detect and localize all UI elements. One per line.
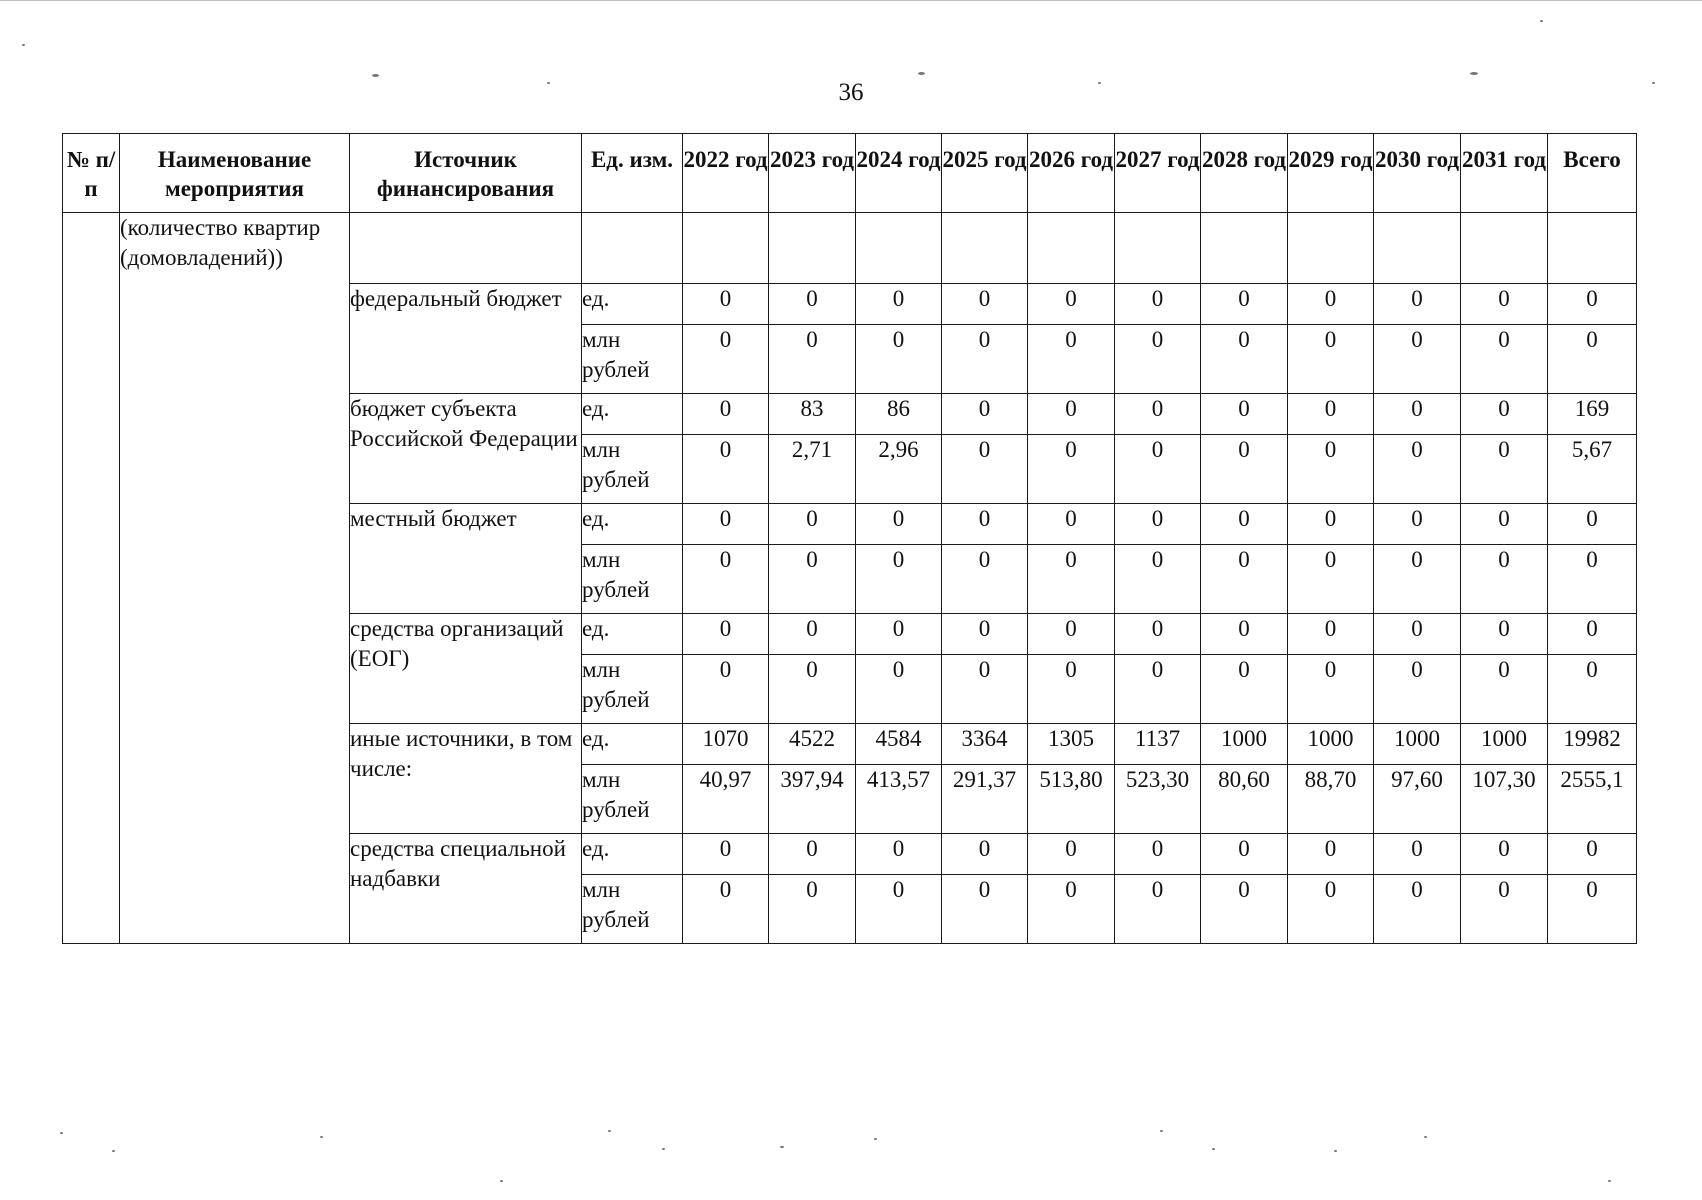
total-cell: 0 [1548, 875, 1637, 944]
value-cell: 0 [683, 504, 769, 545]
header-num: № п/п [63, 134, 120, 213]
value-cell: 0 [1201, 325, 1288, 394]
value-cell: 1000 [1461, 724, 1548, 765]
unit-cell: млн рублей [582, 875, 683, 944]
value-cell: 0 [856, 834, 942, 875]
scan-edge-line [0, 0, 1702, 1]
value-cell: 0 [1461, 834, 1548, 875]
value-cell: 0 [683, 834, 769, 875]
table-cell [582, 213, 683, 284]
table-row [63, 213, 1637, 284]
total-cell: 5,67 [1548, 435, 1637, 504]
value-cell: 0 [769, 284, 856, 325]
value-cell: 0 [942, 435, 1028, 504]
value-cell: 0 [1201, 435, 1288, 504]
value-cell: 0 [1288, 325, 1374, 394]
value-cell: 0 [1028, 875, 1115, 944]
value-cell: 0 [1115, 284, 1201, 325]
value-cell: 0 [1028, 394, 1115, 435]
value-cell: 0 [1461, 435, 1548, 504]
value-cell: 0 [1461, 284, 1548, 325]
value-cell: 0 [1201, 875, 1288, 944]
value-cell: 4522 [769, 724, 856, 765]
scan-speck [1334, 1150, 1337, 1152]
value-cell: 0 [856, 504, 942, 545]
value-cell: 0 [769, 325, 856, 394]
value-cell: 0 [1288, 504, 1374, 545]
value-cell: 0 [769, 655, 856, 724]
scan-speck [1608, 1180, 1611, 1182]
scan-speck [1424, 1136, 1427, 1138]
header-year: 2025 год [942, 134, 1028, 213]
value-cell: 80,60 [1201, 765, 1288, 834]
value-cell: 0 [769, 875, 856, 944]
value-cell: 0 [769, 545, 856, 614]
value-cell: 0 [856, 875, 942, 944]
value-cell: 2,71 [769, 435, 856, 504]
value-cell: 1305 [1028, 724, 1115, 765]
value-cell: 107,30 [1461, 765, 1548, 834]
scan-speck [112, 1150, 115, 1152]
value-cell: 0 [1115, 325, 1201, 394]
table-cell [1461, 213, 1548, 284]
table-cell [769, 213, 856, 284]
value-cell: 0 [942, 655, 1028, 724]
table-cell [942, 213, 1028, 284]
value-cell: 0 [683, 545, 769, 614]
value-cell: 0 [1115, 614, 1201, 655]
value-cell: 0 [683, 875, 769, 944]
scan-speck [608, 1130, 611, 1132]
scan-speck [1212, 1148, 1215, 1150]
value-cell: 0 [1201, 655, 1288, 724]
total-cell: 0 [1548, 545, 1637, 614]
header-year: 2030 год [1374, 134, 1461, 213]
value-cell: 86 [856, 394, 942, 435]
value-cell: 0 [1028, 655, 1115, 724]
value-cell: 0 [1201, 504, 1288, 545]
value-cell: 0 [1374, 614, 1461, 655]
value-cell: 1070 [683, 724, 769, 765]
header-year: 2022 год [683, 134, 769, 213]
unit-cell: млн рублей [582, 655, 683, 724]
value-cell: 1000 [1374, 724, 1461, 765]
table-cell [1548, 213, 1637, 284]
value-cell: 0 [683, 284, 769, 325]
value-cell: 0 [1288, 545, 1374, 614]
header-year: 2026 год [1028, 134, 1115, 213]
value-cell: 0 [1115, 435, 1201, 504]
value-cell: 0 [1201, 284, 1288, 325]
value-cell: 397,94 [769, 765, 856, 834]
scan-speck [1540, 20, 1543, 22]
value-cell: 2,96 [856, 435, 942, 504]
unit-cell: ед. [582, 504, 683, 545]
value-cell: 0 [769, 834, 856, 875]
value-cell: 0 [1461, 325, 1548, 394]
value-cell: 0 [1374, 834, 1461, 875]
value-cell: 0 [856, 655, 942, 724]
value-cell: 0 [1374, 875, 1461, 944]
value-cell: 0 [1028, 435, 1115, 504]
value-cell: 0 [942, 284, 1028, 325]
value-cell: 1137 [1115, 724, 1201, 765]
unit-cell: млн рублей [582, 325, 683, 394]
value-cell: 0 [1374, 504, 1461, 545]
scan-speck [22, 44, 25, 46]
table-cell [1028, 213, 1115, 284]
value-cell: 0 [1461, 655, 1548, 724]
funding-source-cell: бюджет субъекта Российской Федерации [350, 394, 582, 504]
value-cell: 0 [1288, 435, 1374, 504]
unit-cell: млн рублей [582, 435, 683, 504]
value-cell: 0 [683, 394, 769, 435]
table-cell [350, 213, 582, 284]
value-cell: 0 [942, 504, 1028, 545]
scan-speck [372, 74, 379, 77]
value-cell: 0 [1115, 504, 1201, 545]
table-cell [856, 213, 942, 284]
total-cell: 0 [1548, 504, 1637, 545]
header-year: 2027 год [1115, 134, 1201, 213]
value-cell: 0 [1461, 504, 1548, 545]
value-cell: 0 [769, 504, 856, 545]
table-cell [1374, 213, 1461, 284]
value-cell: 0 [1288, 394, 1374, 435]
financing-table [62, 133, 1637, 944]
header-total: Всего [1548, 134, 1637, 213]
value-cell: 0 [1028, 834, 1115, 875]
value-cell: 3364 [942, 724, 1028, 765]
total-cell: 0 [1548, 284, 1637, 325]
value-cell: 40,97 [683, 765, 769, 834]
value-cell: 0 [1374, 545, 1461, 614]
value-cell: 523,30 [1115, 765, 1201, 834]
value-cell: 0 [1288, 875, 1374, 944]
value-cell: 0 [856, 614, 942, 655]
value-cell: 0 [942, 834, 1028, 875]
funding-source-cell: иные источники, в том числе: [350, 724, 582, 834]
total-cell: 169 [1548, 394, 1637, 435]
value-cell: 0 [1374, 325, 1461, 394]
value-cell: 0 [1374, 655, 1461, 724]
value-cell: 0 [1115, 655, 1201, 724]
value-cell: 0 [942, 394, 1028, 435]
value-cell: 0 [1115, 545, 1201, 614]
value-cell: 83 [769, 394, 856, 435]
value-cell: 0 [1201, 394, 1288, 435]
value-cell: 0 [769, 614, 856, 655]
value-cell: 0 [1461, 875, 1548, 944]
header-year: 2031 год [1461, 134, 1548, 213]
value-cell: 0 [1028, 545, 1115, 614]
value-cell: 0 [1461, 394, 1548, 435]
value-cell: 0 [683, 655, 769, 724]
value-cell: 513,80 [1028, 765, 1115, 834]
table-body [63, 213, 1637, 944]
total-cell: 0 [1548, 655, 1637, 724]
value-cell: 0 [1201, 545, 1288, 614]
row-number-cell [63, 213, 120, 944]
event-name-cell: (количество квартир (домовладений)) [120, 213, 350, 944]
funding-source-cell: средства организаций (ЕОГ) [350, 614, 582, 724]
value-cell: 0 [1288, 614, 1374, 655]
header-event-name: Наименование мероприятия [120, 134, 350, 213]
value-cell: 0 [1201, 834, 1288, 875]
value-cell: 0 [1461, 545, 1548, 614]
value-cell: 0 [1115, 834, 1201, 875]
value-cell: 0 [1028, 325, 1115, 394]
value-cell: 97,60 [1374, 765, 1461, 834]
scan-speck [662, 1148, 665, 1150]
header-year: 2028 год [1201, 134, 1288, 213]
scan-speck [60, 1132, 63, 1134]
funding-source-cell: федеральный бюджет [350, 284, 582, 394]
scan-speck [780, 1146, 784, 1148]
value-cell: 0 [856, 545, 942, 614]
total-cell: 19982 [1548, 724, 1637, 765]
value-cell: 1000 [1288, 724, 1374, 765]
table-cell [683, 213, 769, 284]
scan-speck [1160, 1130, 1163, 1132]
table-cell [1115, 213, 1201, 284]
scan-speck [918, 72, 925, 75]
value-cell: 0 [1028, 504, 1115, 545]
value-cell: 0 [1201, 614, 1288, 655]
value-cell: 0 [1288, 284, 1374, 325]
value-cell: 0 [942, 614, 1028, 655]
page-number: 36 [838, 79, 864, 106]
header-year: 2023 год [769, 134, 856, 213]
scan-speck [874, 1138, 877, 1140]
value-cell: 413,57 [856, 765, 942, 834]
value-cell: 0 [942, 875, 1028, 944]
value-cell: 0 [683, 325, 769, 394]
scan-speck [500, 1180, 503, 1182]
scan-speck [1470, 72, 1478, 75]
value-cell: 0 [1288, 655, 1374, 724]
value-cell: 0 [683, 614, 769, 655]
header-source: Источник финансирования [350, 134, 582, 213]
value-cell: 4584 [856, 724, 942, 765]
value-cell: 0 [1115, 394, 1201, 435]
value-cell: 0 [1374, 435, 1461, 504]
value-cell: 0 [856, 325, 942, 394]
total-cell: 0 [1548, 614, 1637, 655]
header-year: 2029 год [1288, 134, 1374, 213]
total-cell: 2555,1 [1548, 765, 1637, 834]
value-cell: 0 [856, 284, 942, 325]
funding-source-cell: местный бюджет [350, 504, 582, 614]
value-cell: 1000 [1201, 724, 1288, 765]
value-cell: 0 [1115, 875, 1201, 944]
value-cell: 291,37 [942, 765, 1028, 834]
value-cell: 0 [942, 545, 1028, 614]
table-header-row [63, 134, 1637, 213]
value-cell: 0 [1028, 614, 1115, 655]
header-year: 2024 год [856, 134, 942, 213]
unit-cell: ед. [582, 614, 683, 655]
funding-source-cell: средства специальной надбавки [350, 834, 582, 944]
unit-cell: млн рублей [582, 765, 683, 834]
table-cell [1201, 213, 1288, 284]
total-cell: 0 [1548, 325, 1637, 394]
total-cell: 0 [1548, 834, 1637, 875]
unit-cell: млн рублей [582, 545, 683, 614]
table-cell [1288, 213, 1374, 284]
unit-cell: ед. [582, 284, 683, 325]
value-cell: 0 [942, 325, 1028, 394]
unit-cell: ед. [582, 724, 683, 765]
value-cell: 0 [683, 435, 769, 504]
value-cell: 0 [1374, 284, 1461, 325]
scan-speck [320, 1136, 323, 1138]
value-cell: 0 [1461, 614, 1548, 655]
value-cell: 0 [1288, 834, 1374, 875]
value-cell: 0 [1374, 394, 1461, 435]
value-cell: 0 [1028, 284, 1115, 325]
unit-cell: ед. [582, 394, 683, 435]
value-cell: 88,70 [1288, 765, 1374, 834]
unit-cell: ед. [582, 834, 683, 875]
header-unit: Ед. изм. [582, 134, 683, 213]
